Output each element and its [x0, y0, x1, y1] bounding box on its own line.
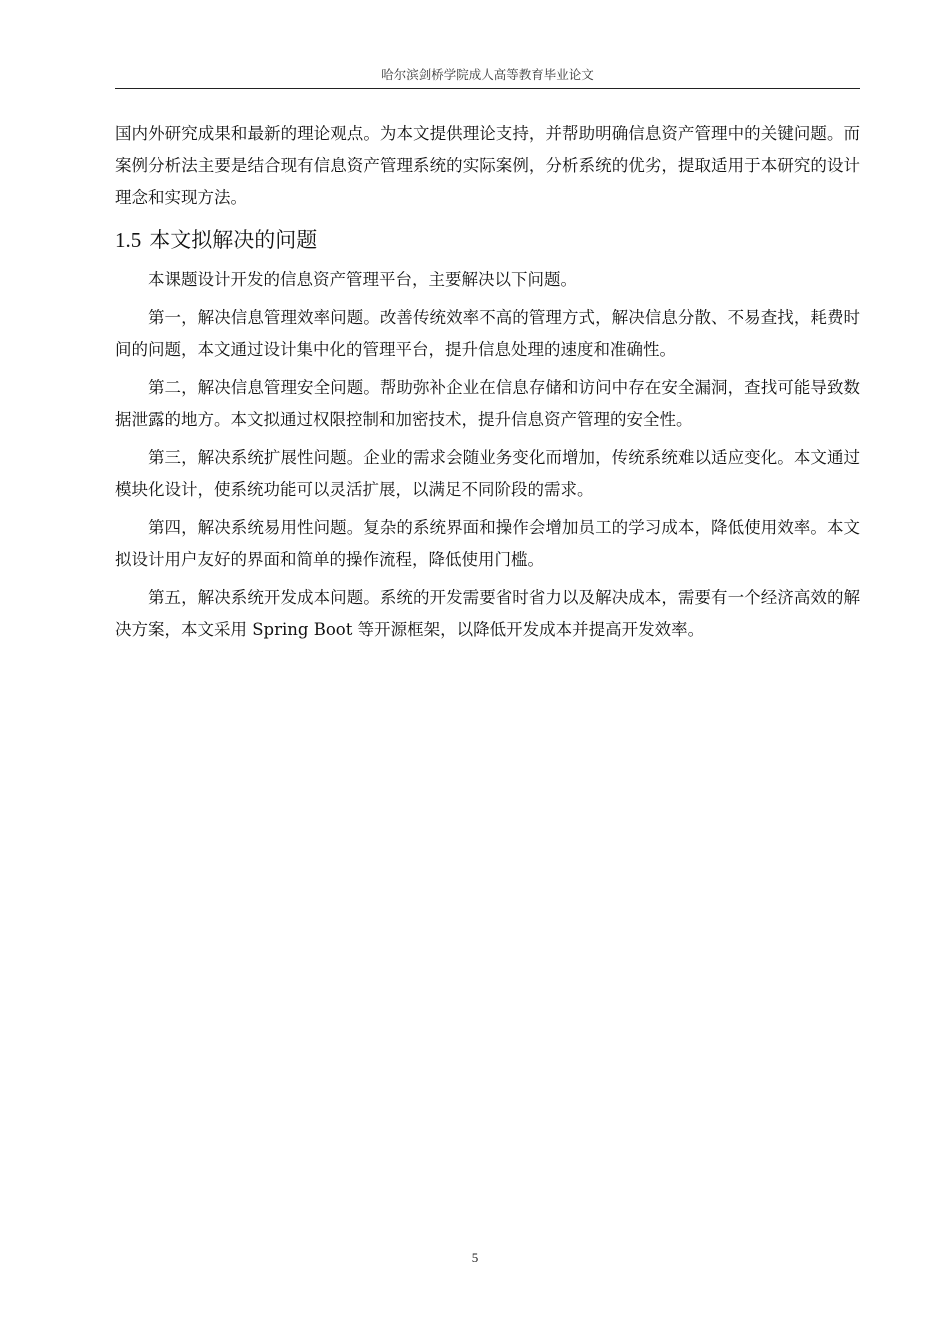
section-title: 本文拟解决的问题: [149, 228, 318, 252]
paragraph-third: 第三，解决系统扩展性问题。企业的需求会随业务变化而增加，传统系统难以适应变化。本文通过模块化设计，使系统功能可以灵活扩展，以满足不同阶段的需求。: [115, 448, 860, 499]
header-title: 哈尔滨剑桥学院成人高等教育毕业论文: [381, 67, 594, 82]
continued-paragraph: 国内外研究成果和最新的理论观点。为本文提供理论支持，并帮助明确信息资产管理中的关键问题。而案例分析法主要是结合现有信息资产管理系统的实际案例，分析系统的优劣，提取适用于本研究的设计理念和实现方法。: [115, 124, 860, 207]
section-number: 1.5: [115, 228, 142, 252]
paragraph-fourth: 第四，解决系统易用性问题。复杂的系统界面和操作会增加员工的学习成本，降低使用效率。本文拟设计用户友好的界面和简单的操作流程，降低使用门槛。: [115, 518, 860, 569]
paragraph-second: 第二，解决信息管理安全问题。帮助弥补企业在信息存储和访问中存在安全漏洞，查找可能导致数据泄露的地方。本文拟通过权限控制和加密技术，提升信息资产管理的安全性。: [115, 378, 860, 429]
paragraph-first: 第一，解决信息管理效率问题。改善传统效率不高的管理方式，解决信息分散、不易查找，耗费时间的问题，本文通过设计集中化的管理平台，提升信息处理的速度和准确性。: [115, 308, 860, 359]
paragraph-fifth: 第五，解决系统开发成本问题。系统的开发需要省时省力以及解决成本，需要有一个经济高效的解决方案，本文采用 Spring Boot 等开源框架，以降低开发成本并提高开发效率。: [115, 588, 860, 639]
section-heading: [115, 220, 860, 260]
paragraph-intro: 本课题设计开发的信息资产管理平台，主要解决以下问题。: [148, 270, 577, 289]
page-content: [115, 118, 860, 652]
page-number: 5: [471, 1250, 479, 1265]
page-header: [115, 62, 860, 89]
